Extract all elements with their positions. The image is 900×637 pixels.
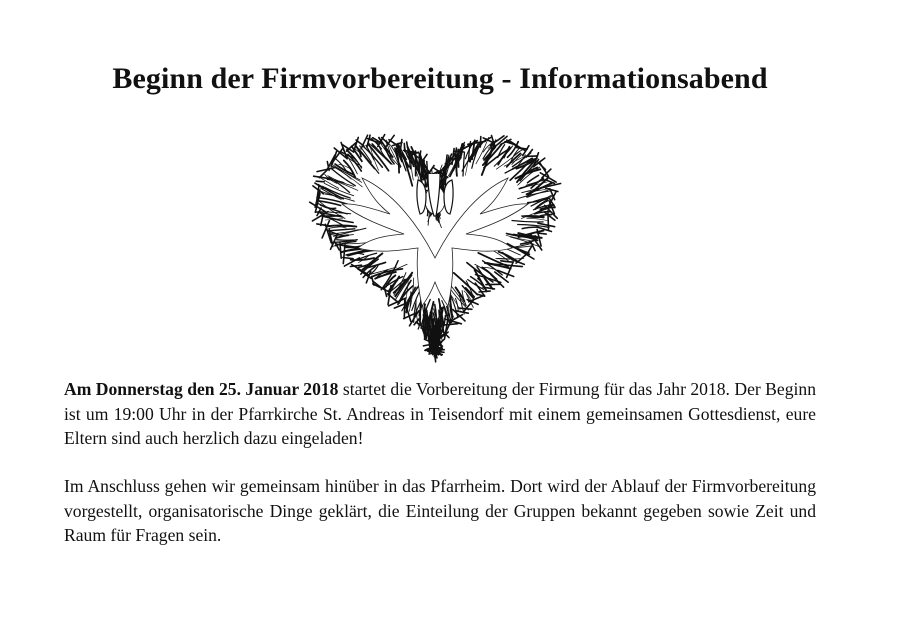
hand-sketch-stroke (548, 211, 549, 230)
hand-sketch-stroke (512, 221, 543, 222)
hand-sketch-stroke (426, 327, 427, 338)
announcement-date-lead: Am Donnerstag den 25. Januar 2018 (64, 379, 339, 399)
hand-sketch-stroke (479, 291, 490, 292)
paragraph-followup: Im Anschluss gehen wir gemeinsam hinüber in das Pfarrheim. Dort wird der Ablauf der Firmvorbereitung vorgestellt, organisatorische Dinge geklärt, die Einteilung der Gruppen bekannt gegeben sowie Zeit und Raum für Fragen sein. (64, 476, 816, 545)
hand-sketch-stroke (316, 181, 324, 182)
hand-sketch-stroke (455, 148, 456, 160)
page-title: Beginn der Firmvorbereitung - Informationsabend (112, 62, 768, 95)
hand-sketch-stroke (463, 152, 465, 176)
hand-sketch-stroke (331, 229, 355, 231)
hand-sketch-stroke (421, 164, 422, 180)
hand-sketch-stroke (456, 311, 469, 313)
hand-sketch-stroke (343, 245, 345, 264)
dove-in-hands-drawing-icon (300, 108, 570, 370)
hand-sketch-stroke (480, 137, 481, 147)
hand-sketch-stroke (459, 308, 472, 309)
hand-sketch-stroke (323, 206, 336, 208)
paragraph-announcement (64, 377, 816, 451)
hand-sketch-stroke (384, 287, 386, 297)
hand-sketch-stroke (321, 216, 323, 226)
hand-sketch-stroke (527, 219, 549, 221)
hand-sketch-stroke (404, 299, 405, 318)
hand-sketch-stroke (501, 261, 513, 262)
hand-sketch-stroke (522, 227, 537, 229)
announcement-text: startet die Vorbereitung der Firmung für das Jahr 2018. Der Beginn ist um 19:00 Uhr in der Pfarrkirche St. Andreas in Teisendorf mit einem gemeinsamen Gottesdienst, eure Eltern sind auch herzlich dazu eingeladen! (64, 379, 816, 448)
